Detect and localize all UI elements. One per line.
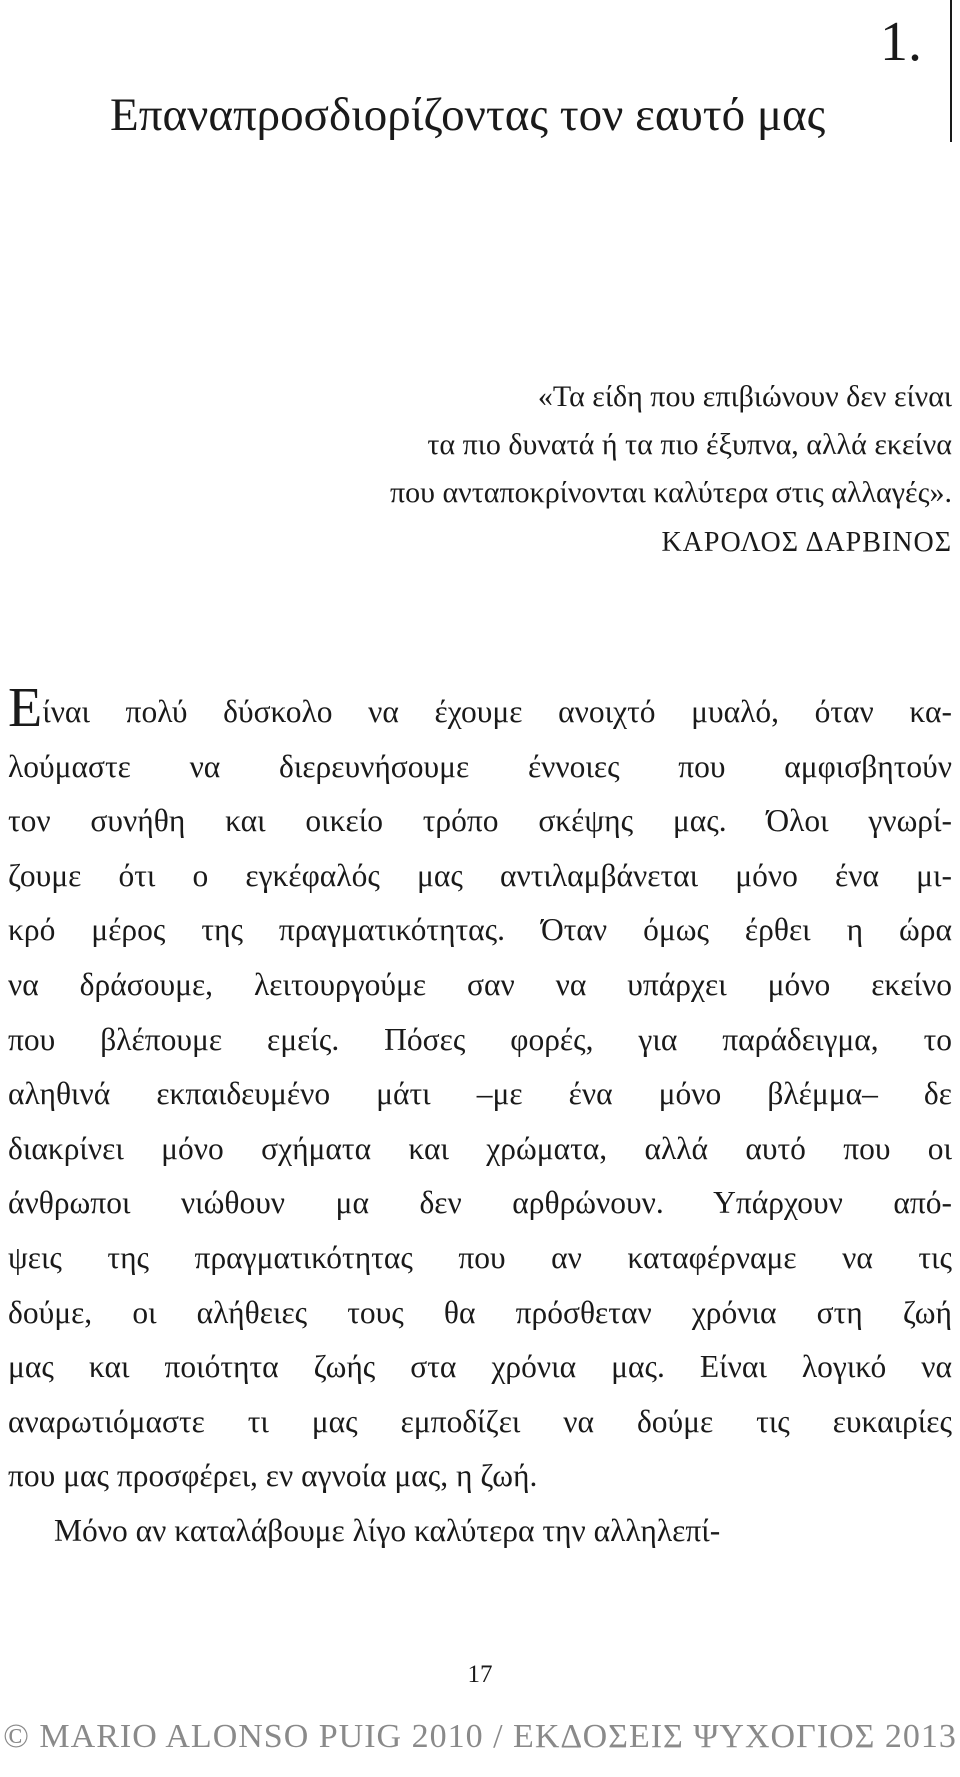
epigraph-line: τα πιο δυνατά ή τα πιο έξυπνα, αλλά εκείνα — [427, 428, 952, 461]
body-line: που βλέπουμε εμείς. Πόσες φορές, για παράδειγμα, το — [8, 1021, 952, 1057]
body-line: αναρωτιόμαστε τι μας εμποδίζει να δούμε τις ευκαιρίες — [8, 1403, 952, 1439]
chapter-title: Επαναπροσδιορίζοντας τον εαυτό μας — [110, 89, 826, 141]
body-line: να δράσουμε, λειτουργούμε σαν να υπάρχει μόνο εκείνο — [8, 966, 952, 1002]
body-line: αληθινά εκπαιδευμένο μάτι –με ένα μόνο βλέμμα– δε — [8, 1076, 952, 1112]
body-line: ψεις της πραγματικότητας που αν καταφέρναμε να τις — [8, 1239, 952, 1275]
drop-cap: Ε — [8, 677, 43, 739]
body-line: μας και ποιότητα ζωής στα χρόνια μας. Είναι λογικό να — [8, 1349, 952, 1385]
body-text — [8, 677, 952, 1559]
epigraph — [192, 373, 960, 567]
body-line: δούμε, οι αλήθειες τους θα πρόσθεταν χρόνια στη ζωή — [8, 1294, 952, 1330]
chapter-number: 1. — [880, 11, 922, 73]
body-line — [8, 677, 952, 740]
body-line-text: ίναι πολύ δύσκολο να έχουμε ανοιχτό μυαλό, όταν κα- — [42, 694, 952, 729]
page-number: 17 — [467, 1661, 493, 1688]
epigraph-line: «Τα είδη που επιβιώνουν δεν είναι — [537, 380, 952, 413]
copyright-notice: © MARIO ALONSO PUIG 2010 / ΕΚΔΟΣΕΙΣ ΨΥΧΟΓΙΟΣ 2013 — [3, 1718, 957, 1755]
body-line: κρό μέρος της πραγματικότητας. Όταν όμως έρθει η ώρα — [8, 912, 952, 948]
body-line: άνθρωποι νιώθουν μα δεν αρθρώνουν. Υπάρχουν από- — [8, 1185, 952, 1221]
second-paragraph-line: Μόνο αν καταλάβουμε λίγο καλύτερα την αλληλεπί- — [54, 1512, 721, 1548]
body-line: διακρίνει μόνο σχήματα και χρώματα, αλλά αυτό που οι — [8, 1130, 952, 1166]
epigraph-line: που ανταποκρίνονται καλύτερα στις αλλαγές». — [389, 476, 952, 509]
body-line: που μας προσφέρει, εν αγνοία μας, η ζωή. — [8, 1458, 538, 1494]
body-line: τον συνήθη και οικείο τρόπο σκέψης μας. Όλοι γνωρί- — [8, 803, 952, 839]
body-line: ζουμε ότι ο εγκέφαλός μας αντιλαμβάνεται μόνο ένα μι- — [8, 857, 952, 893]
body-line: λούμαστε να διερευνήσουμε έννοιες που αμφισβητούν — [8, 748, 952, 784]
chapter-rule — [950, 0, 952, 142]
epigraph-author: ΚΑΡΟΛΟΣ ΔΑΡΒΙΝΟΣ — [661, 527, 952, 558]
